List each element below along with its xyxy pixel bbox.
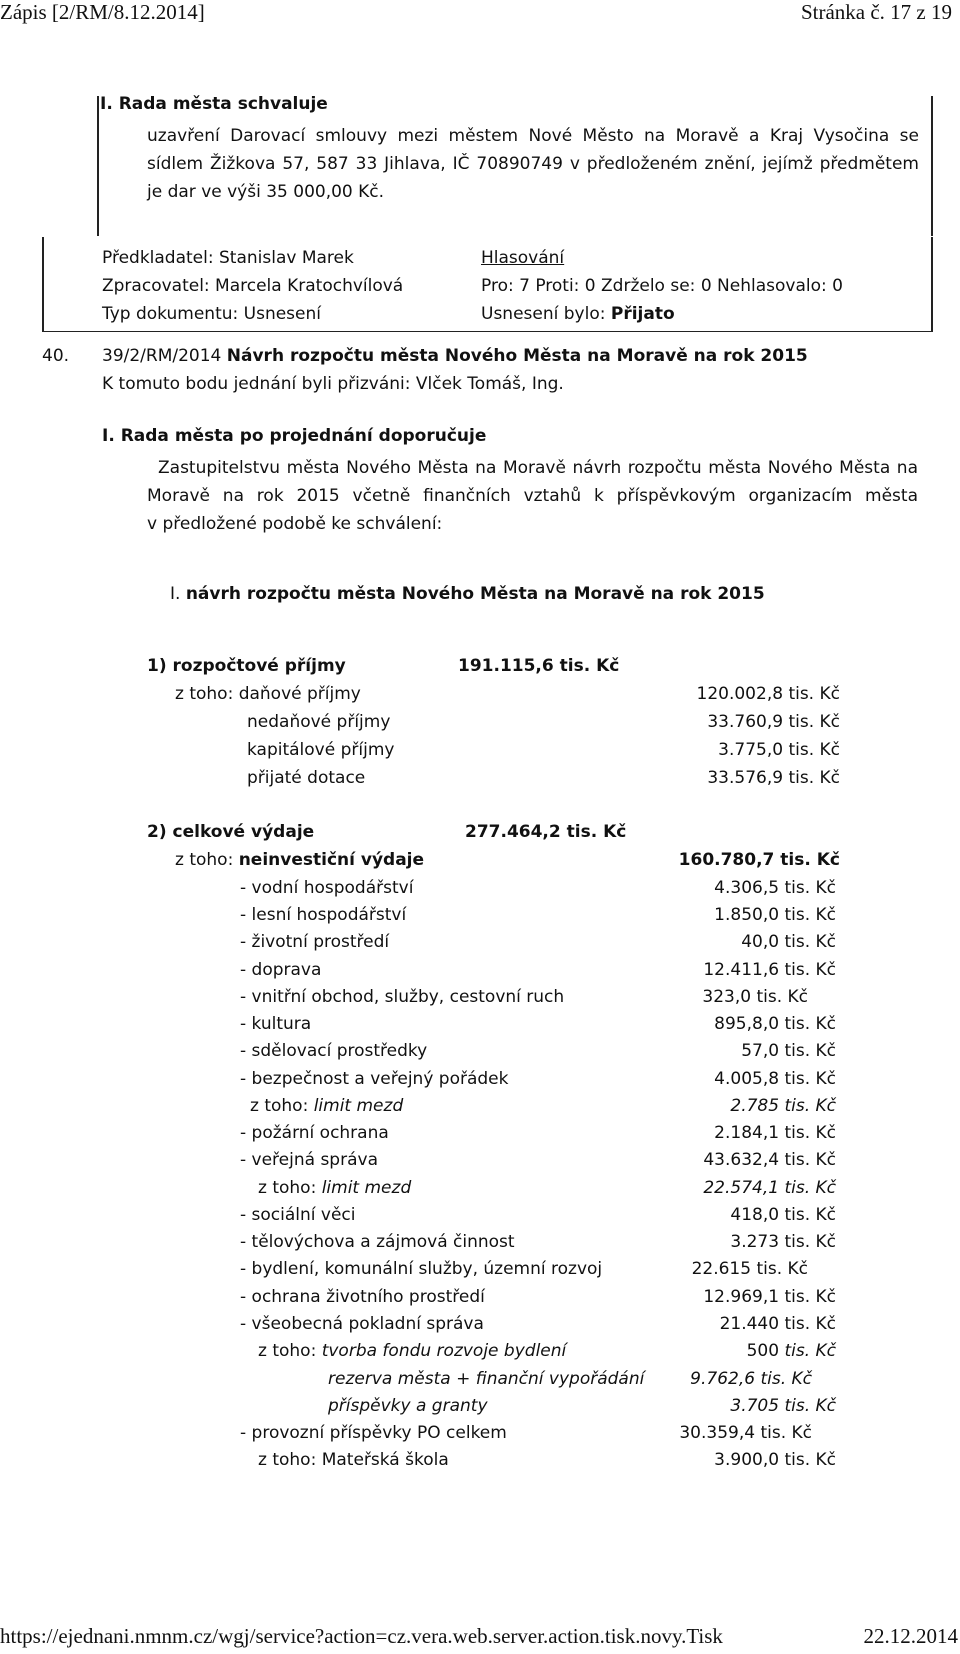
expense-subrow [258, 1341, 566, 1361]
footer-url: https://ejednani.nmnm.cz/wgj/service?action=cz.vera.web.server.action.tisk.novy.Tisk [0, 1624, 723, 1648]
expense-row-label: - kultura [240, 1014, 312, 1034]
expense-row-label: - veřejná správa [240, 1150, 378, 1170]
expense-subrow-label: limit mezd [321, 1178, 412, 1198]
expense-row-value: 1.850,0 tis. Kč [714, 905, 836, 925]
revenue-row-value: 120.002,8 tis. Kč [696, 684, 840, 704]
budget-subheading-text: návrh rozpočtu města Nového Města na Moravě na rok 2015 [185, 584, 765, 604]
page-number: Stránka č. 17 z 19 [800, 0, 952, 24]
expense-subrow-value: 3.705 tis. Kč [730, 1396, 836, 1416]
expense-subrow-label: Mateřská škola [321, 1450, 449, 1470]
expense-subrow-label: příspěvky a granty [328, 1396, 488, 1416]
expense-row-value: 22.615 tis. Kč [691, 1259, 808, 1279]
noninvestment-value: 160.780,7 tis. Kč [678, 850, 840, 870]
frame-left-line [97, 96, 99, 236]
usneseni-label: Usnesení bylo: [481, 304, 611, 324]
revenue-row-value: 33.576,9 tis. Kč [707, 768, 840, 788]
expense-row-label: - vodní hospodářství [240, 878, 414, 898]
expense-row-value: 895,8,0 tis. Kč [714, 1014, 836, 1034]
noninvestment-prefix: z toho: [175, 850, 239, 870]
expense-subrow-value-num: 500 [746, 1341, 785, 1361]
meta-left-line [42, 237, 44, 332]
budget-subheading [170, 584, 765, 604]
expense-subrow-prefix: z toho: [250, 1096, 314, 1116]
predkladatel: Předkladatel: Stanislav Marek [102, 248, 354, 268]
item-paragraph-line-2: Moravě na rok 2015 včetně finančních vztahů k příspěvkovým organizacím města [147, 486, 918, 506]
expense-subrow [258, 1450, 449, 1470]
expense-row-value: 4.005,8 tis. Kč [714, 1069, 836, 1089]
expense-row-value: 43.632,4 tis. Kč [703, 1150, 836, 1170]
expenses-label: 2) celkové výdaje [147, 822, 315, 842]
typ-dokumentu: Typ dokumentu: Usnesení [102, 304, 321, 324]
expense-subrow-label: limit mezd [313, 1096, 404, 1116]
expense-row-label: - požární ochrana [240, 1123, 389, 1143]
expense-row-label: - tělovýchova a zájmová činnost [240, 1232, 515, 1252]
expense-subrow-label: rezerva města + finanční vypořádání [328, 1369, 645, 1389]
item-resolution-heading: I. Rada města po projednání doporučuje [102, 426, 487, 446]
revenue-row-label: kapitálové příjmy [247, 740, 395, 760]
expense-subrow-value-unit: tis. Kč [784, 1341, 836, 1361]
expense-row-value: 21.440 tis. Kč [719, 1314, 836, 1334]
expense-subrow-label: tvorba fondu rozvoje bydlení [321, 1341, 567, 1361]
expense-row-label: - bydlení, komunální služby, územní rozvoj [240, 1259, 603, 1279]
expense-subrow-prefix: z toho: [258, 1178, 322, 1198]
expense-subrow-value: 3.900,0 tis. Kč [714, 1450, 836, 1470]
resolution-text-line-2: sídlem Žižkova 57, 587 33 Jihlava, IČ 70890749 v předloženém znění, jejímž předmětem [147, 154, 919, 174]
expense-subrow-value: 2.785 tis. Kč [730, 1096, 836, 1116]
item-number: 40. [42, 346, 70, 366]
expense-row-value: 3.273 tis. Kč [730, 1232, 836, 1252]
item-code: 39/2/RM/2014 [102, 346, 227, 366]
item-title-line [102, 346, 808, 366]
expense-subrow [250, 1096, 403, 1116]
expense-row-value: 4.306,5 tis. Kč [714, 878, 836, 898]
usneseni-value: Přijato [610, 304, 675, 324]
noninvestment-label [175, 850, 424, 870]
budget-subheading-num: I. [170, 584, 181, 604]
resolution-heading: I. Rada města schvaluje [100, 94, 328, 114]
expense-row-value: 40,0 tis. Kč [741, 932, 836, 952]
expense-subrow-value [747, 1341, 836, 1361]
zpracovatel: Zpracovatel: Marcela Kratochvílová [102, 276, 404, 296]
expense-row-label: - vnitřní obchod, služby, cestovní ruch [240, 987, 565, 1007]
page-header-title: Zápis [2/RM/8.12.2014] [0, 0, 205, 24]
hlasovani-result: Pro: 7 Proti: 0 Zdrželo se: 0 Nehlasovalo: 0 [481, 276, 843, 296]
meta-right-line [931, 237, 933, 332]
noninvestment-title: neinvestiční výdaje [238, 850, 425, 870]
hlasovani-label: Hlasování [481, 248, 565, 268]
expenses-total: 277.464,2 tis. Kč [465, 822, 627, 842]
expense-row-value: 12.969,1 tis. Kč [703, 1287, 836, 1307]
resolution-text-line-1: uzavření Darovací smlouvy mezi městem Nové Město na Moravě a Kraj Vysočina se [147, 126, 919, 146]
expense-row-value: 12.411,6 tis. Kč [703, 960, 836, 980]
revenue-row-label: přijaté dotace [247, 768, 366, 788]
expense-row-value: 30.359,4 tis. Kč [679, 1423, 812, 1443]
revenue-row-label: nedaňové příjmy [247, 712, 391, 732]
frame-right-line [931, 96, 933, 236]
expense-row-label: - všeobecná pokladní správa [240, 1314, 484, 1334]
revenue-total: 191.115,6 tis. Kč [458, 656, 620, 676]
expense-row-value: 418,0 tis. Kč [730, 1205, 836, 1225]
expense-row-label: - bezpečnost a veřejný pořádek [240, 1069, 509, 1089]
expense-subrow-prefix: z toho: [258, 1450, 322, 1470]
revenue-row-label: z toho: daňové příjmy [175, 684, 361, 704]
revenue-row-value: 3.775,0 tis. Kč [718, 740, 840, 760]
expense-row-label: - sociální věci [240, 1205, 356, 1225]
usneseni-status [481, 304, 675, 324]
expense-subrow-value: 9.762,6 tis. Kč [690, 1369, 812, 1389]
expense-row-value: 57,0 tis. Kč [741, 1041, 836, 1061]
item-title: Návrh rozpočtu města Nového Města na Moravě na rok 2015 [226, 346, 808, 366]
expense-row-label: - životní prostředí [240, 932, 390, 952]
expense-row-label: - provozní příspěvky PO celkem [240, 1423, 507, 1443]
expense-subrow-value: 22.574,1 tis. Kč [703, 1178, 836, 1198]
expense-row-value: 2.184,1 tis. Kč [714, 1123, 836, 1143]
item-paragraph-line-3: v předložené podobě ke schválení: [147, 514, 443, 534]
expense-row-label: - sdělovací prostředky [240, 1041, 428, 1061]
resolution-text-line-3: je dar ve výši 35 000,00 Kč. [147, 182, 385, 202]
expense-row-label: - lesní hospodářství [240, 905, 407, 925]
item-invited: K tomuto bodu jednání byli přizváni: Vlček Tomáš, Ing. [102, 374, 564, 394]
expense-row-value: 323,0 tis. Kč [702, 987, 808, 1007]
revenue-row-value: 33.760,9 tis. Kč [707, 712, 840, 732]
expense-subrow [258, 1178, 411, 1198]
meta-bottom-line [42, 331, 933, 332]
revenue-label: 1) rozpočtové příjmy [147, 656, 346, 676]
footer-date: 22.12.2014 [858, 1624, 959, 1649]
item-paragraph-line-1: Zastupitelstvu města Nového Města na Moravě návrh rozpočtu města Nového Města na [158, 458, 918, 478]
expense-subrow-prefix: z toho: [258, 1341, 322, 1361]
expense-row-label: - ochrana životního prostředí [240, 1287, 485, 1307]
expense-row-label: - doprava [240, 960, 322, 980]
